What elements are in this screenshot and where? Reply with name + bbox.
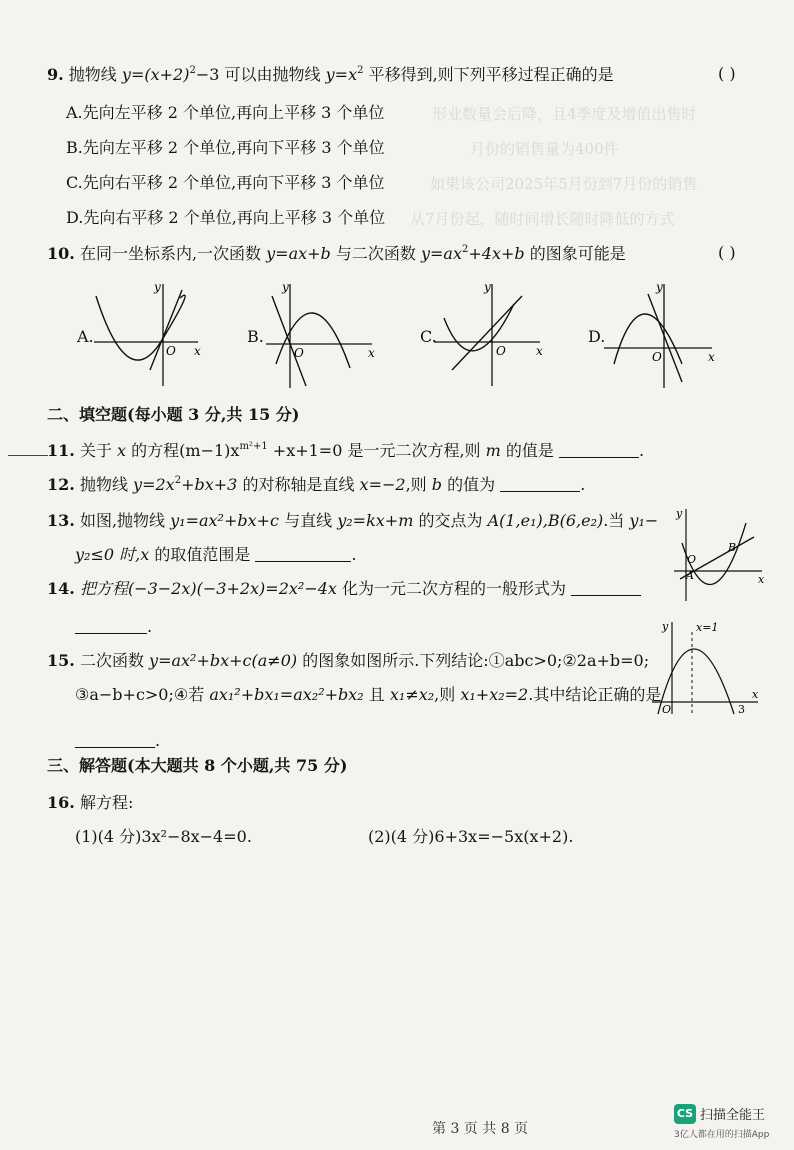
answer-blank-q13[interactable] xyxy=(255,545,351,562)
axis-x-label: x xyxy=(752,688,759,701)
question-11: 11. 关于 x 的方程$(m-1)x^{m^2+1} +x+1=0$ 是一元二次方程,则 m 的值是 . xyxy=(47,441,645,460)
q16-part-1[interactable]: (1)(4 分)3x²−8x−4=0. xyxy=(75,827,252,846)
graph-d[interactable] xyxy=(600,278,720,390)
question-13-line1: 13. 如图,抛物线 y₁=ax²+bx+c 与直线 y₂=kx+m 的交点为 A(1,e₁),B(6,e₂).当 y₁− xyxy=(47,511,659,530)
origin-label: O xyxy=(687,553,697,566)
point-b-label: B xyxy=(728,541,737,554)
page-number: 第 3 页 共 8 页 xyxy=(432,1121,529,1137)
answer-paren-q9[interactable]: ( ) xyxy=(718,64,736,83)
graph-b[interactable] xyxy=(262,278,382,390)
q16-part-2[interactable]: (2)(4 分)6+3x=−5x(x+2). xyxy=(368,827,574,846)
bleed-through-text: 月份的销售量为400件 xyxy=(470,140,619,158)
answer-blank-q11[interactable] xyxy=(559,441,639,458)
q9-option-b[interactable]: B.先向左平移 2 个单位,再向下平移 3 个单位 xyxy=(66,138,385,157)
x-intercept-label: 3 xyxy=(738,703,745,716)
scan-artifact-line xyxy=(8,455,48,456)
bleed-through-text: 从7月份起，随时间增长随时降低的方式 xyxy=(410,210,675,228)
axis-x-label: x xyxy=(758,573,765,586)
axis-y-label: y xyxy=(656,280,663,294)
q13-graph xyxy=(670,505,770,605)
answer-blank-q15[interactable] xyxy=(75,731,155,748)
origin-label: O xyxy=(652,350,662,364)
point-a-label: A xyxy=(686,569,694,582)
section-2-title: 二、填空题(每小题 3 分,共 15 分) xyxy=(47,405,300,424)
question-9-stem: 9. 抛物线 $y=(x+2)^2-3$ 可以由抛物线 $y=x^2$ 平移得到,则下列平移过程正确的是 xyxy=(47,65,614,84)
axis-y-label: y xyxy=(484,280,491,294)
graph-c-label[interactable]: C. xyxy=(420,327,437,346)
answer-blank-q14-b[interactable] xyxy=(75,617,147,634)
q9-option-c[interactable]: C.先向右平移 2 个单位,再向下平移 3 个单位 xyxy=(66,173,385,192)
graph-a[interactable] xyxy=(90,278,210,390)
question-15-line1: 15. 二次函数 y=ax²+bx+c(a≠0) 的图象如图所示.下列结论:①abc>0;②2a+b=0; xyxy=(47,651,650,670)
axis-x-label: x xyxy=(536,344,543,358)
origin-label: O xyxy=(496,344,506,358)
q9-option-a[interactable]: A.先向左平移 2 个单位,再向上平移 3 个单位 xyxy=(66,103,385,122)
question-14-line1: 14. 把方程(−3−2x)(−3+2x)=2x²−4x 化为一元二次方程的一般形式为 xyxy=(47,578,641,600)
origin-label: O xyxy=(662,703,672,716)
bleed-through-text: 形业数量会后降，且4季度及增值出售时 xyxy=(432,105,697,123)
origin-label: O xyxy=(294,346,304,360)
graph-d-label[interactable]: D. xyxy=(588,327,606,346)
graph-c[interactable] xyxy=(430,278,550,390)
axis-y-label: y xyxy=(154,280,161,294)
bleed-through-text: 如果该公司2025年5月份到7月份的销售 xyxy=(430,175,698,193)
axis-y-label: y xyxy=(282,280,289,294)
question-15-line2: ③a−b+c>0;④若 ax₁²+bx₁=ax₂²+bx₂ 且 x₁≠x₂,则 x₁+x₂=2.其中结论正确的是 xyxy=(75,685,662,704)
question-16-title: 16. 解方程: xyxy=(47,793,134,812)
axis-x-label: x xyxy=(708,350,715,364)
q15-graph xyxy=(648,618,764,716)
question-12: 12. 抛物线 $y=2x^2+bx+3$ 的对称轴是直线 x=−2,则 b 的值为 . xyxy=(47,475,586,494)
symmetry-axis-label: x=1 xyxy=(696,621,719,634)
axis-y-label: y xyxy=(662,620,669,633)
answer-blank-q12[interactable] xyxy=(500,475,580,492)
question-13-line2: y₂≤0 时,x 的取值范围是 . xyxy=(75,545,357,564)
question-15-line3: . xyxy=(75,730,160,752)
graph-a-label[interactable]: A. xyxy=(77,327,94,346)
section-3-title: 三、解答题(本大题共 8 个小题,共 75 分) xyxy=(47,756,348,775)
watermark-app-slogan: 3亿人都在用的扫描App xyxy=(674,1130,770,1140)
axis-x-label: x xyxy=(368,346,375,360)
question-10-stem: 10. 在同一坐标系内,一次函数 y=ax+b 与二次函数 $y=ax^2+4x+b$ 的图象可能是 xyxy=(47,244,626,263)
axis-y-label: y xyxy=(676,507,683,520)
origin-label: O xyxy=(166,344,176,358)
q9-option-d[interactable]: D.先向右平移 2 个单位,再向上平移 3 个单位 xyxy=(66,208,386,227)
watermark-app-name: 扫描全能王 xyxy=(700,1108,766,1123)
question-14-line2: . xyxy=(75,616,152,638)
graph-b-label[interactable]: B. xyxy=(247,327,264,346)
answer-paren-q10[interactable]: ( ) xyxy=(718,243,736,262)
camscanner-logo-icon: CS xyxy=(674,1104,696,1124)
axis-x-label: x xyxy=(194,344,201,358)
answer-blank-q14-a[interactable] xyxy=(571,579,641,596)
